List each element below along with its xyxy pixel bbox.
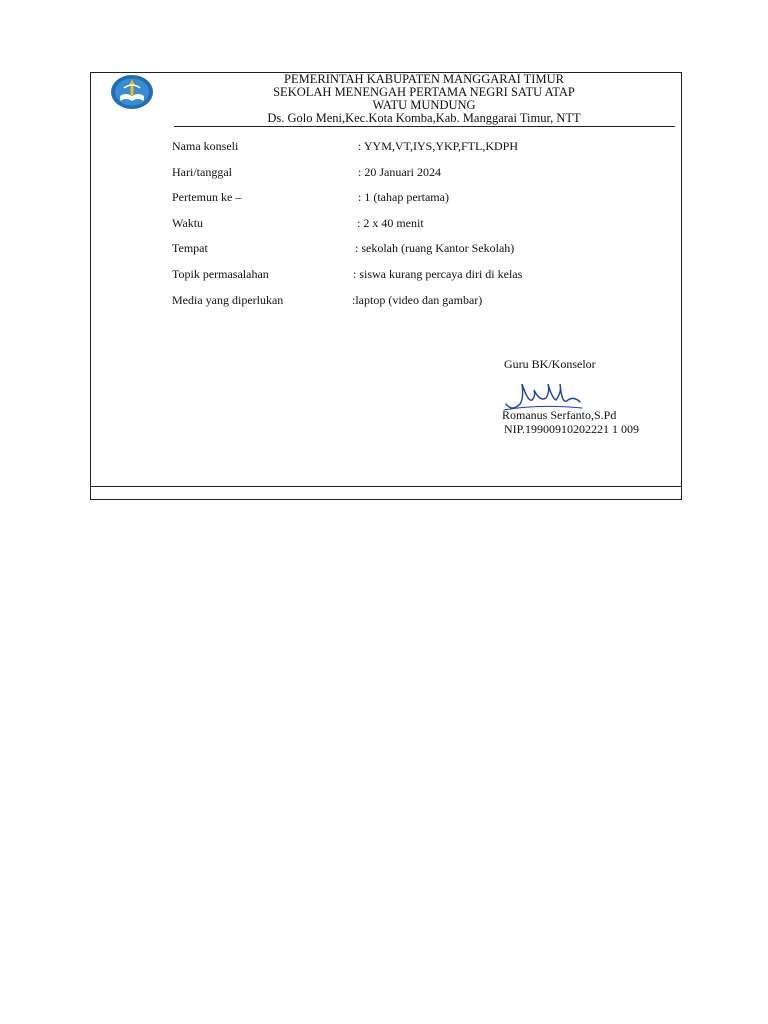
footer-divider <box>91 486 681 487</box>
field-value: : siswa kurang percaya diri di kelas <box>353 267 523 281</box>
field-value: : sekolah (ruang Kantor Sekolah) <box>355 241 515 255</box>
field-label: Nama konseli <box>172 139 239 153</box>
field-label: Media yang diperlukan <box>172 293 284 307</box>
letterhead-line-government: PEMERINTAH KABUPATEN MANGGARAI TIMUR <box>284 72 564 86</box>
signature-name: Romanus Serfanto,S.Pd <box>502 408 617 422</box>
letterhead <box>170 73 678 125</box>
field-label: Tempat <box>172 241 208 255</box>
field-value: : 20 Januari 2024 <box>358 165 441 179</box>
signature-nip: NIP.19900910202221 1 009 <box>504 422 640 436</box>
letterhead-divider <box>174 126 675 127</box>
signature-role: Guru BK/Konselor <box>504 357 596 371</box>
field-value: :laptop (video dan gambar) <box>352 293 483 307</box>
tut-wuri-handayani-logo-icon <box>110 74 154 110</box>
field-value: : YYM,VT,IYS,YKP,FTL,KDPH <box>358 139 519 153</box>
letterhead-line-branch: WATU MUNDUNG <box>372 98 476 112</box>
footer-divider-bottom <box>172 499 676 500</box>
field-label: Pertemun ke – <box>172 190 242 204</box>
letterhead-line-school: SEKOLAH MENENGAH PERTAMA NEGRI SATU ATAP <box>273 85 575 99</box>
letterhead-line-address: Ds. Golo Meni,Kec.Kota Komba,Kab. Manggarai Timur, NTT <box>267 111 581 125</box>
field-label: Hari/tanggal <box>172 165 232 179</box>
field-value: : 2 x 40 menit <box>357 216 424 230</box>
field-value: : 1 (tahap pertama) <box>358 190 449 204</box>
field-label: Topik permasalahan <box>172 267 269 281</box>
field-label: Waktu <box>172 216 204 230</box>
